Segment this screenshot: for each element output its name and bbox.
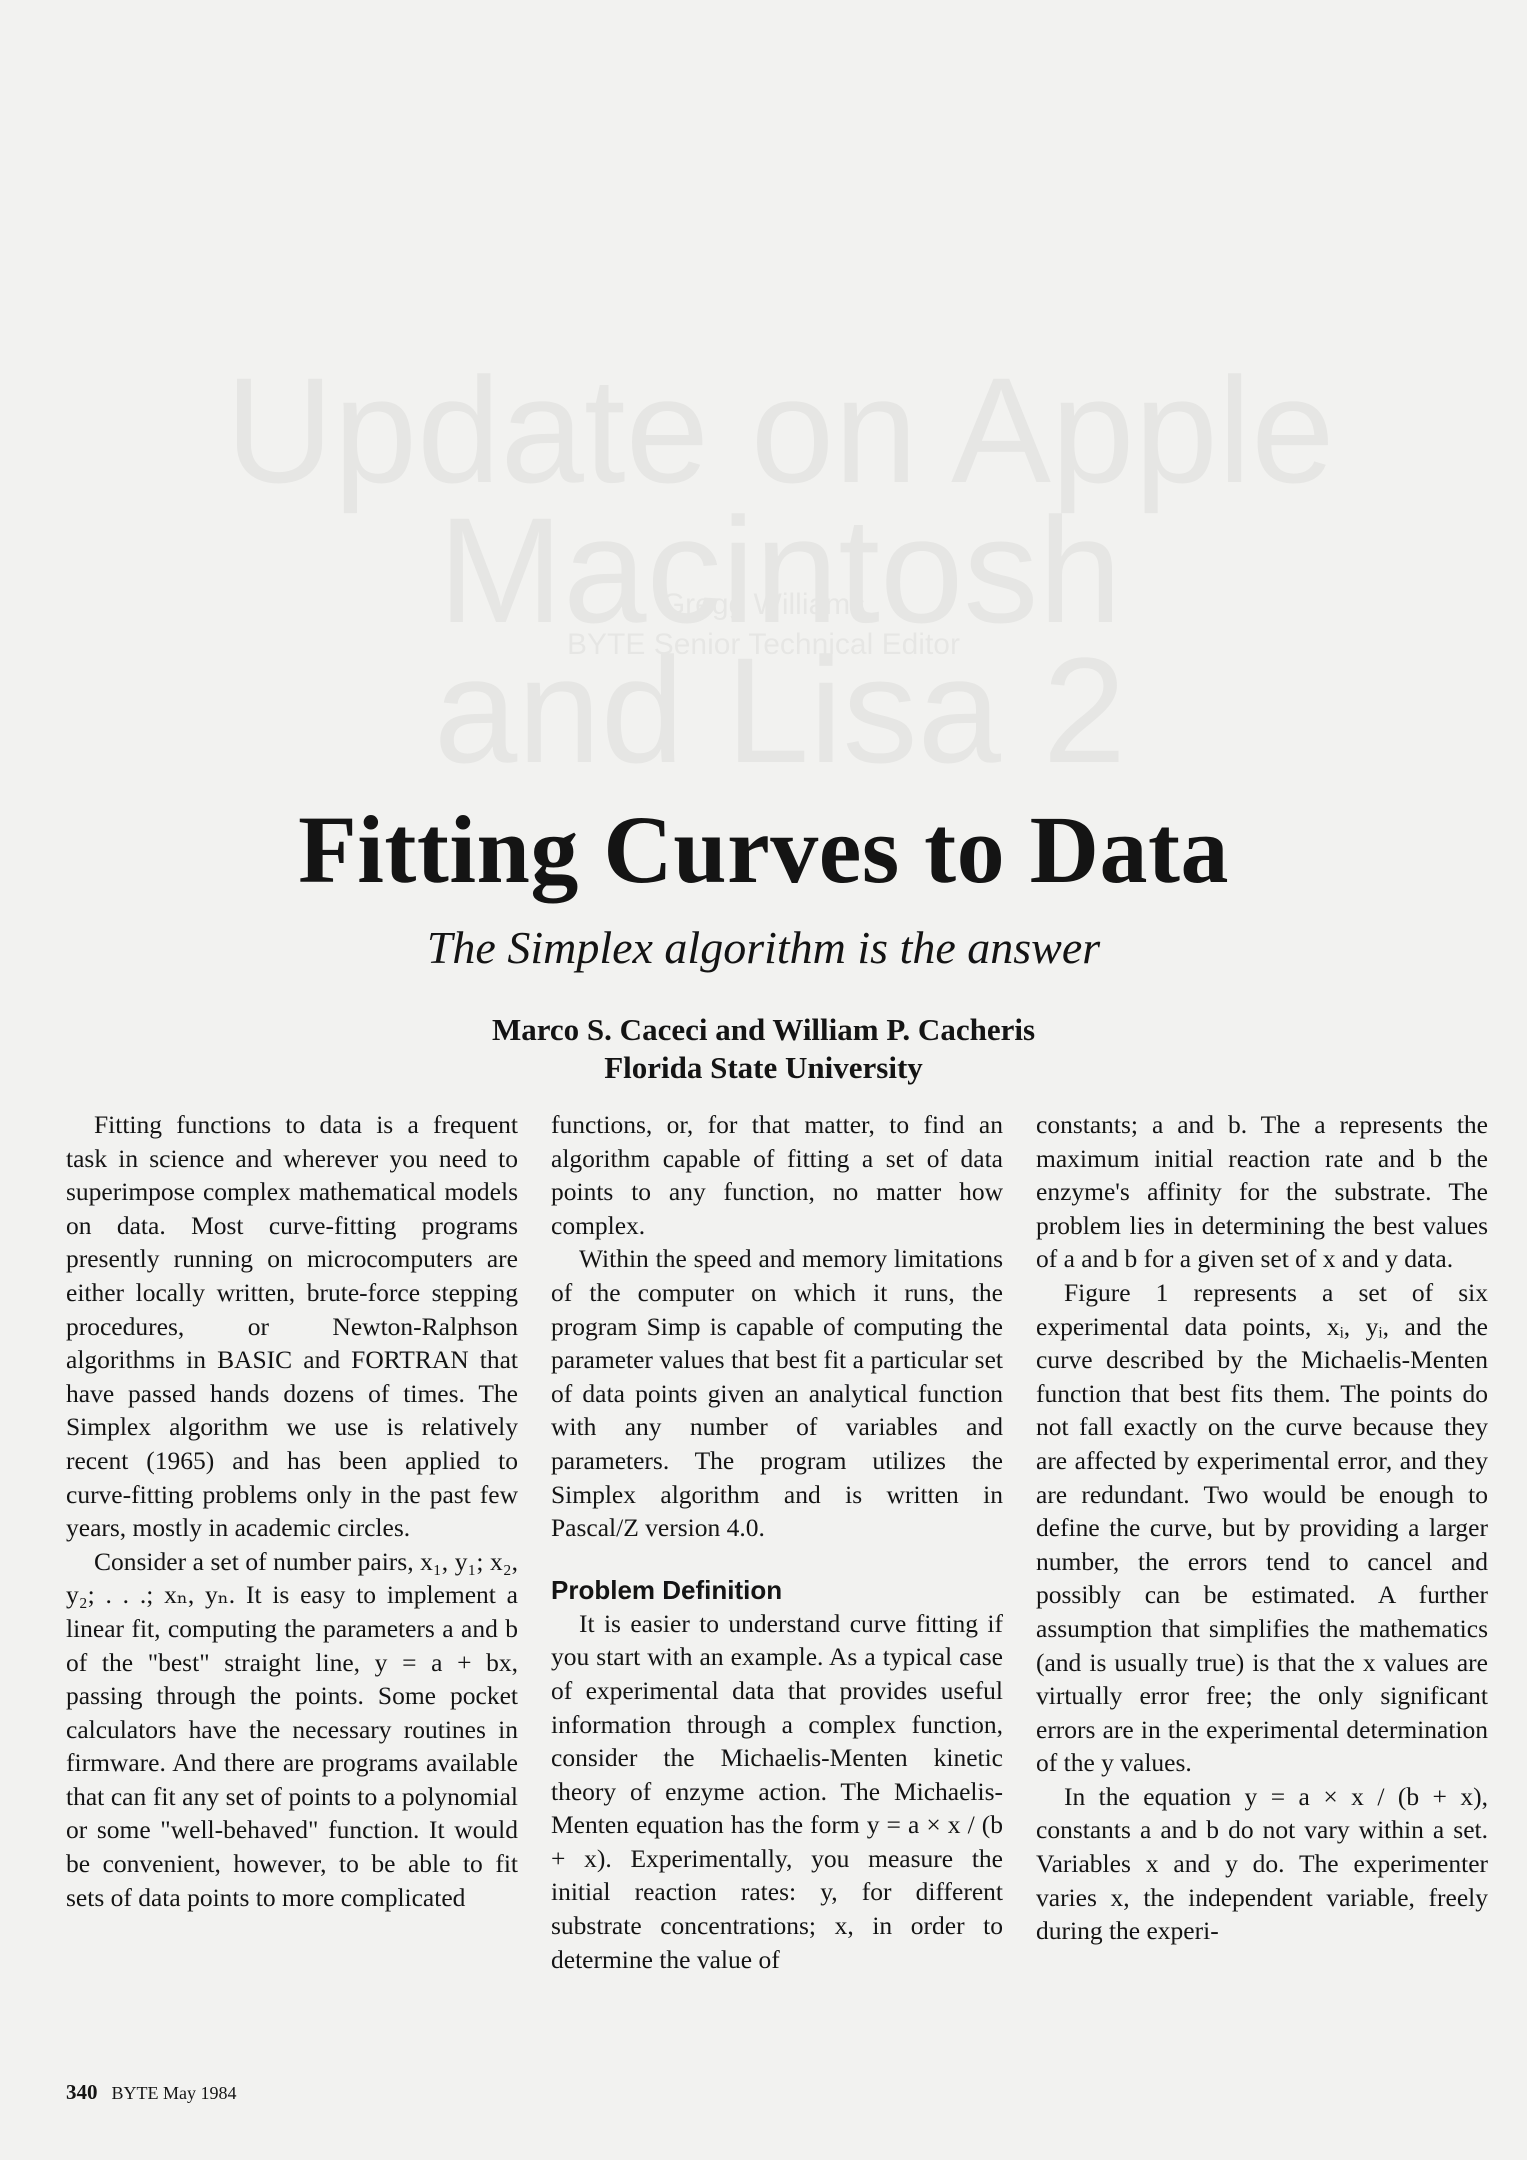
- paragraph: Consider a set of number pairs, x₁, y₁; x₂, y₂; . . .; xₙ, yₙ. It is easy to implement a linear fit, computing the parameters a and b of the "best" straight line, y = a + bx, passing through the points. Some pocket calculators have the necessary routines in firmware. And there are programs available that can fit any set of points to a polynomial or some "well-behaved" function. It would be convenient, however, to be able to fit sets of data points to more complicated: [66, 1546, 518, 1912]
- page-number: 340: [66, 2080, 98, 2104]
- text-column-1: [66, 1108, 518, 1914]
- article-subtitle: The Simplex algorithm is the answer: [426, 922, 1101, 973]
- article-title: Fitting Curves to Data: [298, 796, 1229, 903]
- paragraph: functions, or, for that matter, to find an algorithm capable of fitting a set of data points to any function, no matter how complex.: [551, 1110, 1003, 1240]
- article-affiliation: Florida State University: [604, 1050, 923, 1085]
- text-column-2: [551, 1108, 1003, 1976]
- paragraph: It is easier to understand curve fitting if you start with an example. As a typical case of experimental data that provides useful information through a complex function, consider the Michaelis-Menten kinetic theory of enzyme action. The Michaelis-Menten equation has the form y = a × x / (b + x). Experimentally, you measure the initial reaction rates: y, for different substrate concentrations; x, in order to determine the value of: [551, 1608, 1003, 1974]
- page-footer: [66, 2080, 237, 2105]
- paragraph: constants; a and b. The a represents the maximum initial reaction rate and b the enzyme's affinity for the substrate. The problem lies in determining the best values of a and b for a given set of x and y data.: [1036, 1110, 1488, 1274]
- paragraph: Fitting functions to data is a frequent task in science and wherever you need to superimpose complex mathematical models on data. Most curve-fitting programs presently running on microcomputers are either locally written, brute-force stepping procedures, or Newton-Ralphson algorithms in BASIC and FORTRAN that have passed hands dozens of times. The Simplex algorithm we use is relatively recent (1965) and has been applied to curve-fitting problems only in the past few years, mostly in academic circles.: [66, 1110, 518, 1543]
- paragraph: In the equation y = a × x / (b + x), constants a and b do not vary within a set. Variables x and y do. The experimenter varies x, the independent variable, freely during the experi-: [1036, 1781, 1488, 1946]
- article-authors: Marco S. Caceci and William P. Cacheris: [491, 1012, 1036, 1047]
- paragraph: Within the speed and memory limitations of the computer on which it runs, the program Simp is capable of computing the parameter values that best fit a particular set of data points given an analytical function with any number of variables and parameters. The program utilizes the Simplex algorithm and is written in Pascal/Z version 4.0.: [551, 1244, 1003, 1543]
- paragraph: Figure 1 represents a set of six experimental data points, xᵢ, yᵢ, and the curve described by the Michaelis-Menten function that best fits them. The points do not fall exactly on the curve because they are affected by experimental error, and they are redundant. Two would be enough to define the curve, but by providing a larger number, the errors tend to cancel and possibly can be estimated. A further assumption that simplifies the mathematics (and is usually true) is that the x values are virtually error free; the only significant errors are in the experimental determination of the y values.: [1036, 1277, 1488, 1778]
- text-column-3: [1036, 1108, 1488, 1948]
- section-heading: Problem Definition: [551, 1574, 783, 1605]
- bleed-through-title: [90, 360, 1470, 780]
- bleed-through-byline: [0, 585, 1527, 665]
- publication-info: BYTE May 1984: [111, 2083, 237, 2103]
